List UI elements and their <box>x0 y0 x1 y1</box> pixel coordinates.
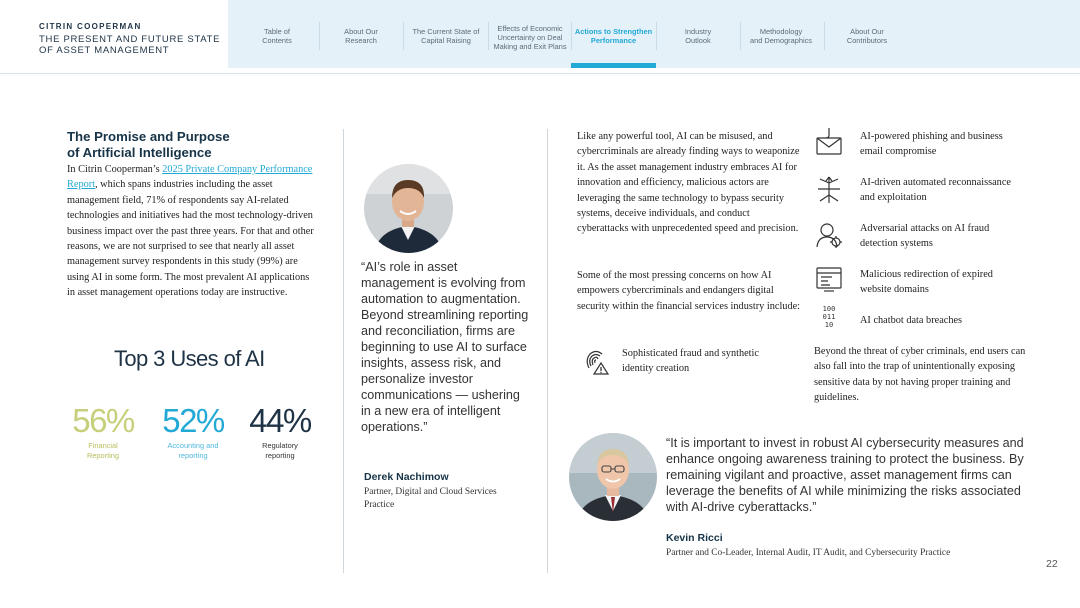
concern-text-line: detection systems <box>860 238 933 250</box>
nav-actions-performance[interactable] <box>571 20 656 52</box>
intro-text: , which spans industries including the asset management field, 71% of respondents say AI-related technologies and initiatives had the most technology-driven business impact over the past three years. For that and other reasons, we are not surprised to see that nearly all asset management survey respondents in this study (99%) are using AI in some form. The most prevalent AI applications in asset management operations today are instructive. <box>67 179 314 299</box>
nav-label: Methodology <box>759 27 803 36</box>
concern-text-line: AI-powered phishing and business <box>860 131 1003 142</box>
nachimow-title-line: Practice <box>364 500 395 510</box>
report-title <box>39 34 228 56</box>
nav-capital-raising[interactable] <box>404 20 488 52</box>
report-title-line2: OF ASSET MANAGEMENT <box>39 45 170 56</box>
section-title-line1: The Promise and Purpose <box>67 129 230 144</box>
portrait-illustration <box>569 433 657 521</box>
company-name: CITRIN COOPERMAN <box>39 22 142 31</box>
svg-text:011: 011 <box>822 313 836 321</box>
binary-data-icon <box>814 302 844 332</box>
kevin-ricci-photo <box>569 433 657 521</box>
concern-text-line: identity creation <box>622 363 690 375</box>
brand-block <box>0 0 228 68</box>
nav-divider <box>824 22 825 50</box>
stat-label <box>244 441 316 460</box>
phishing-email-icon <box>814 127 844 157</box>
nav-industry-outlook[interactable] <box>658 20 738 52</box>
stat-label <box>157 441 229 460</box>
hacker-icon <box>814 220 844 250</box>
concern-text-line: Adversarial attacks on AI fraud <box>860 223 990 234</box>
nav-label: Research <box>345 36 377 45</box>
network-recon-icon <box>814 175 844 205</box>
nav-label: Effects of Economic <box>497 23 563 33</box>
nav-label: Contents <box>262 36 292 45</box>
stat-label-line: Regulatory <box>262 441 298 450</box>
nav-contributors[interactable] <box>826 20 908 52</box>
concern-text-line: AI chatbot data breaches <box>860 315 963 326</box>
column-divider <box>343 129 344 573</box>
concern-text-line: AI-driven automated reconnaissance <box>860 177 1011 188</box>
stat-label <box>67 441 139 460</box>
nav-label: Capital Raising <box>421 36 471 45</box>
ricci-name: Kevin Ricci <box>666 532 723 544</box>
concern-text-line: Malicious redirection of expired <box>860 269 993 280</box>
concern-reconnaissance <box>860 175 1045 206</box>
nav-divider <box>656 22 657 50</box>
stat-value: 44% <box>249 402 311 439</box>
nav-label: Industry <box>684 27 712 36</box>
stat-label-line: Reporting <box>86 450 120 460</box>
concern-fraud <box>622 346 797 377</box>
stat-label-line: Financial <box>88 441 118 450</box>
nav-label: Actions to Strengthen <box>574 27 653 36</box>
stat-accounting-reporting <box>157 402 229 460</box>
nav-label: Uncertainty on Deal <box>497 32 563 42</box>
concern-phishing <box>860 129 1045 160</box>
section-title <box>67 129 317 161</box>
nav-label: Contributors <box>846 36 888 45</box>
column-divider <box>547 129 548 573</box>
page-number: 22 <box>1046 558 1058 570</box>
section-title-line2: of Artificial Intelligence <box>67 145 212 160</box>
nav-about-research[interactable] <box>322 20 400 52</box>
stat-label-line: reporting <box>178 450 208 460</box>
report-link[interactable]: 2025 Private Company Performance Report <box>67 164 313 191</box>
concern-adversarial <box>860 221 1045 252</box>
concern-text-line: Sophisticated fraud and synthetic <box>622 348 759 359</box>
portrait-illustration <box>364 164 453 253</box>
nav-label: Table of <box>264 27 290 36</box>
concern-text-line: and exploitation <box>860 192 927 204</box>
ricci-quote: “It is important to invest in robust AI cybersecurity measures and enhance ongoing awareness training to protect the business. By remaining vigilant and proactive, asset management firms can leverage the benefits of AI while minimizing the risks associated with AI-drive cyberattacks.” <box>666 436 1024 514</box>
intro-text: In Citrin Cooperman’s <box>67 164 163 175</box>
svg-text:10: 10 <box>824 321 834 329</box>
stat-financial-reporting <box>67 402 139 460</box>
header-rule <box>0 73 1080 74</box>
svg-text:100: 100 <box>822 305 836 313</box>
intro-paragraph <box>67 162 319 301</box>
nav-economic-uncertainty[interactable] <box>487 18 573 56</box>
fingerprint-warning-icon <box>581 346 611 376</box>
concern-chatbot <box>860 313 1045 328</box>
stat-value: 56% <box>72 402 134 439</box>
concern-text-line: website domains <box>860 284 929 296</box>
nav-divider <box>319 22 320 50</box>
nav-label: Outlook <box>685 36 711 45</box>
top-uses-heading: Top 3 Uses of AI <box>114 346 265 371</box>
nav-methodology[interactable] <box>740 20 822 52</box>
nav-label: Performance <box>590 36 637 45</box>
nachimow-name: Derek Nachimow <box>364 471 449 483</box>
nav-label: About Our <box>850 27 884 36</box>
stat-regulatory-reporting <box>244 402 316 460</box>
report-title-line1: THE PRESENT AND FUTURE STATE <box>39 34 221 45</box>
concerns-paragraph: Some of the most pressing concerns on how AI empowers cybercriminals and endangers digital security within the financial services industry include: <box>577 270 801 312</box>
nav-label: Making and Exit Plans <box>493 41 567 51</box>
stat-value: 52% <box>162 402 224 439</box>
nav-table-of-contents[interactable] <box>238 20 316 52</box>
misuse-paragraph: Like any powerful tool, AI can be misused, and cybercriminals are already finding ways to weaponize it. As the asset management industry embraces AI for innovation and efficiency, malicious actors are leveraging the same technology to bypass security systems, deceive individuals, and conduct cyberattacks with unprecedented speed and precision. <box>577 131 800 235</box>
nav-label: and Demographics <box>749 36 813 45</box>
nav-label: About Our <box>344 27 378 36</box>
website-redirect-icon <box>814 264 844 294</box>
nachimow-title-line: Partner, Digital and Cloud Services <box>364 487 497 497</box>
derek-nachimow-photo <box>364 164 453 253</box>
training-paragraph: Beyond the threat of cyber criminals, end users can also fall into the trap of unintentionally exposing sensitive data by not having proper training and guidelines. <box>814 346 1026 404</box>
ricci-title: Partner and Co-Leader, Internal Audit, IT Audit, and Cybersecurity Practice <box>666 548 951 558</box>
nachimow-title <box>364 486 534 512</box>
concern-text-line: email compromise <box>860 146 937 158</box>
stat-label-line: Accounting and <box>167 441 219 450</box>
nav-label: The Current State of <box>412 27 480 36</box>
concern-redirection <box>860 267 1045 298</box>
nachimow-quote: “AI’s role in asset management is evolving from automation to augmentation. Beyond streamlining reporting and reconciliation, firms are beginning to use AI to surface insights, assess risk, and personalize investor communications — ushering in a new era of intelligent operations.” <box>361 260 529 434</box>
stat-label-line: reporting <box>265 450 295 460</box>
active-tab-indicator <box>571 63 656 68</box>
